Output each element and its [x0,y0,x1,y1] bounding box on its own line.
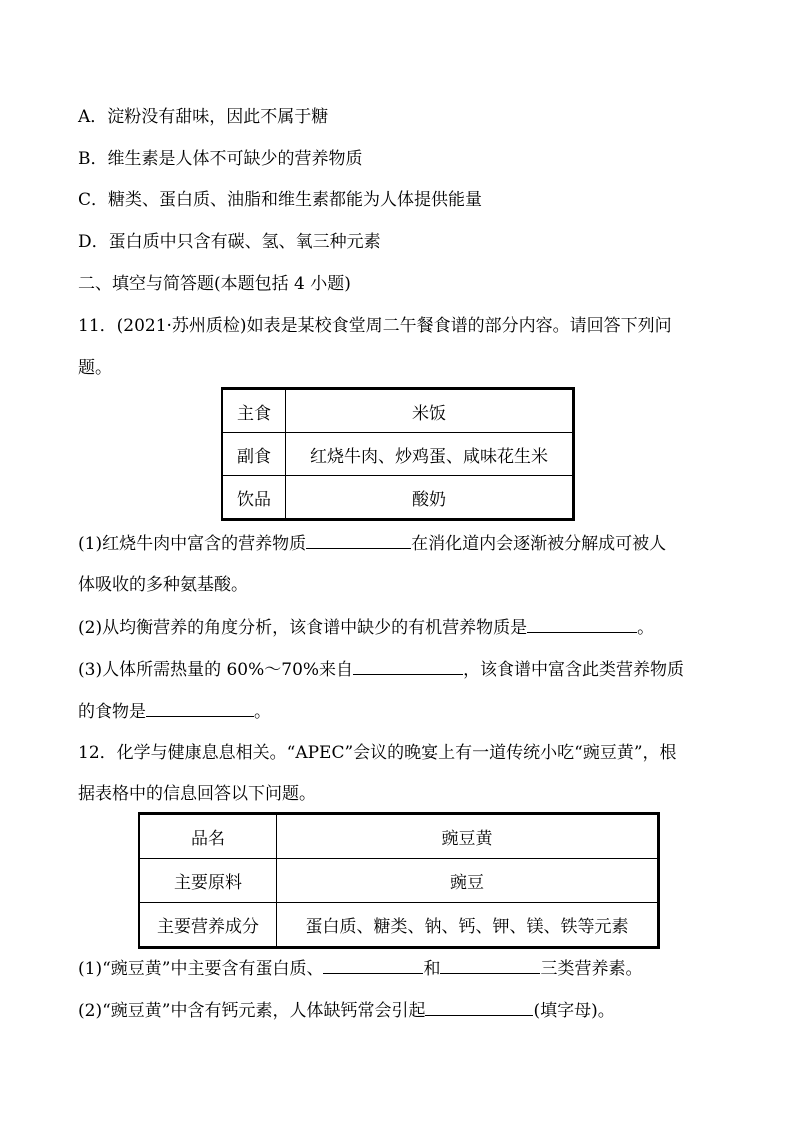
q12-stem-line1: 12．化学与健康息息相关。“APEC”会议的晚宴上有一道传统小吃“豌豆黄”，根 [78,743,677,763]
answer-blank[interactable] [440,957,540,974]
answer-blank[interactable] [146,700,254,717]
table-cell-label: 主要原料 [139,859,277,903]
table-cell-value: 蛋白质、糖类、钠、钙、钾、镁、铁等元素 [277,903,659,948]
section-title: 二、填空与简答题(本题包括 4 小题) [78,274,351,294]
option-d: D．蛋白质中只含有碳、氢、氧三种元素 [78,232,381,252]
table-cell-value: 红烧牛肉、炒鸡蛋、咸味花生米 [286,433,574,476]
table-cell-label: 主要营养成分 [139,903,277,948]
q11-part3: (3)人体所需热量的 60%～70%来自 ，该食谱中富含此类营养物质 [78,660,685,680]
answer-blank[interactable] [323,957,423,974]
table-cell-label: 饮品 [222,476,286,520]
table-row [222,433,574,476]
table-cell-value: 酸奶 [286,476,574,520]
option-c: C．糖类、蛋白质、油脂和维生素都能为人体提供能量 [78,190,483,210]
q12-part2: (2)“豌豆黄”中含有钙元素，人体缺钙常会引起 (填字母)。 [78,1001,615,1021]
lunch-menu-table [221,387,575,521]
table-row [222,476,574,520]
q11-part1-cont: 体吸收的多种氨基酸。 [78,575,248,595]
table-cell-value: 米饭 [286,389,574,433]
pea-cake-table [138,812,660,949]
answer-blank[interactable] [425,999,533,1016]
table-row [139,814,659,859]
table-cell-value: 豌豆 [277,859,659,903]
table-cell-label: 品名 [139,814,277,859]
table-row [139,859,659,903]
table-cell-label: 副食 [222,433,286,476]
answer-blank[interactable] [353,658,463,675]
option-b: B．维生素是人体不可缺少的营养物质 [78,149,363,169]
q11-part2: (2)从均衡营养的角度分析，该食谱中缺少的有机营养物质是 。 [78,618,655,638]
q11-stem-line2: 题。 [78,358,112,378]
table-row [139,903,659,948]
q12-part1: (1)“豌豆黄”中主要含有蛋白质、 和 三类营养素。 [78,959,643,979]
table-cell-label: 主食 [222,389,286,433]
q11-stem-line1: 11．(2021·苏州质检)如表是某校食堂周二午餐食谱的部分内容。请回答下列问 [78,316,672,336]
answer-blank[interactable] [527,616,637,633]
table-row [222,389,574,433]
q12-stem-line2: 据表格中的信息回答以下问题。 [78,784,316,804]
q11-part3-cont: 的食物是 。 [78,702,271,722]
answer-blank[interactable] [306,532,411,549]
table-cell-value: 豌豆黄 [277,814,659,859]
q11-part1: (1)红烧牛肉中富含的营养物质 在消化道内会逐渐被分解成可被人 [78,534,667,554]
option-a: A．淀粉没有甜味，因此不属于糖 [78,107,329,127]
